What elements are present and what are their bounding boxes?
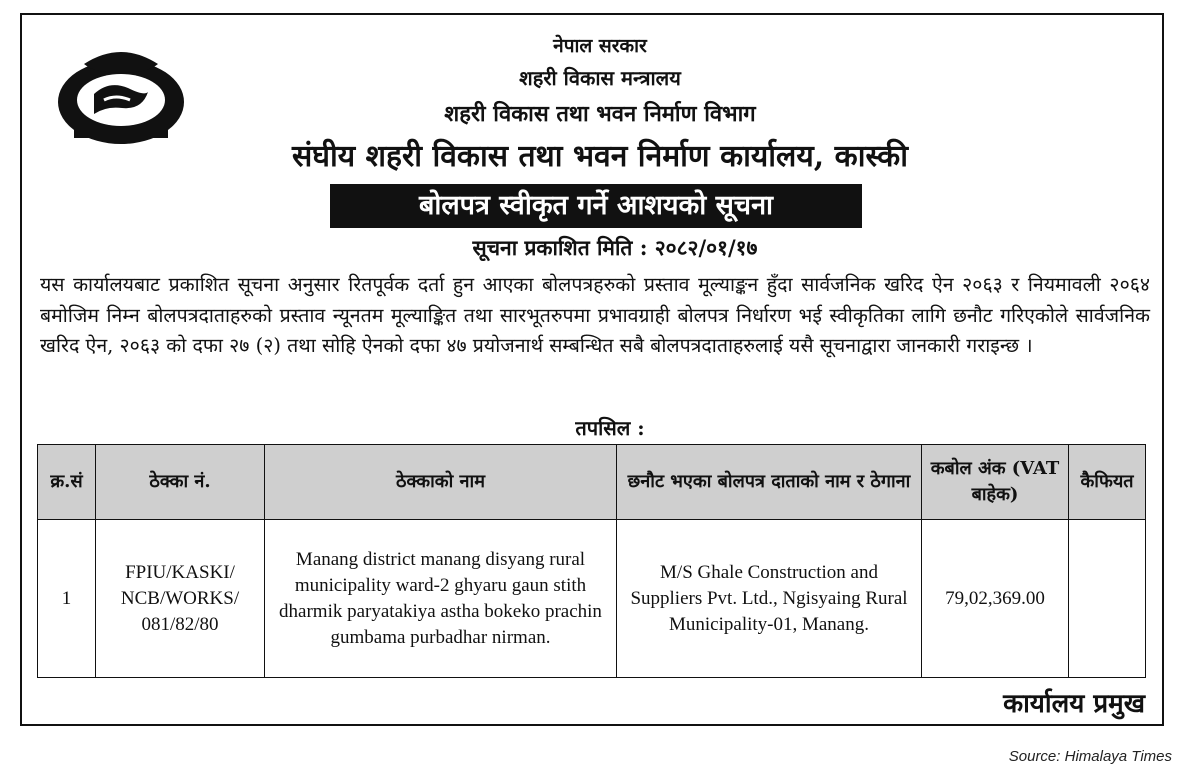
- cell-sn: 1: [38, 520, 96, 678]
- header-department: शहरी विकास तथा भवन निर्माण विभाग: [444, 101, 756, 127]
- col-remarks: कैफियत: [1069, 445, 1146, 520]
- col-contract-no: ठेक्का नं.: [96, 445, 265, 520]
- col-bidder: छनौट भएका बोलपत्र दाताको नाम र ठेगाना: [617, 445, 922, 520]
- published-date: सूचना प्रकाशित मिति : २०८२/०१/१७: [472, 235, 758, 260]
- office-chief-signature: कार्यालय प्रमुख: [1003, 689, 1145, 719]
- cell-contract-no: FPIU/KASKI/ NCB/WORKS/ 081/82/80: [96, 520, 265, 678]
- table-header-row: [38, 445, 1146, 520]
- notice-body: यस कार्यालयबाट प्रकाशित सूचना अनुसार रितपूर्वक दर्ता हुन आएका बोलपत्रहरुको प्रस्ताव मूल्याङ्कन हुँदा सार्वजनिक खरिद ऐन २०६३ र नियमावली २०६४ बमोजिम निम्न बोलपत्रदाताहरुको प्रस्ताव न्यूनतम मूल्याङ्कित तथा सारभूतरुपमा प्रभावग्राही बोलपत्र निर्धारण भई स्वीकृतिका लागि छनौट गरिएकोले सार्वजनिक खरिद ऐन, २०६३ को दफा २७ (२) तथा सोहि ऐनको दफा ४७ प्रयोजनार्थ सम्बन्धित सबै बोलपत्रदाताहरुलाई यसै सूचनाद्वारा जानकारी गराइन्छ ।: [40, 273, 1150, 357]
- col-sn: क्र.सं: [38, 445, 96, 520]
- header-office: संघीय शहरी विकास तथा भवन निर्माण कार्यालय, कास्की: [292, 139, 908, 174]
- bid-table: [37, 444, 1146, 678]
- col-amount: कबोल अंक (VAT बाहेक): [922, 445, 1069, 520]
- cell-amount: 79,02,369.00: [922, 520, 1069, 678]
- header-government: नेपाल सरकार: [553, 35, 647, 57]
- table-row: [38, 520, 1146, 678]
- col-contract-name: ठेक्काको नाम: [265, 445, 617, 520]
- header-ministry: शहरी विकास मन्त्रालय: [519, 66, 681, 90]
- nepal-government-emblem: [54, 44, 188, 148]
- cell-bidder: M/S Ghale Construction and Suppliers Pvt. Ltd., Ngisyaing Rural Municipality-01, Manang.: [617, 520, 922, 678]
- cell-contract-name: Manang district manang disyang rural municipality ward-2 ghyaru gaun stith dharmik paryatakiya astha bokeko prachin gumbama purbadhar nirman.: [265, 520, 617, 678]
- cell-remarks: [1069, 520, 1146, 678]
- source-credit: Source: Himalaya Times: [1008, 748, 1172, 765]
- details-heading: तपसिल :: [575, 416, 645, 440]
- notice-title: बोलपत्र स्वीकृत गर्ने आशयको सूचना: [330, 184, 862, 228]
